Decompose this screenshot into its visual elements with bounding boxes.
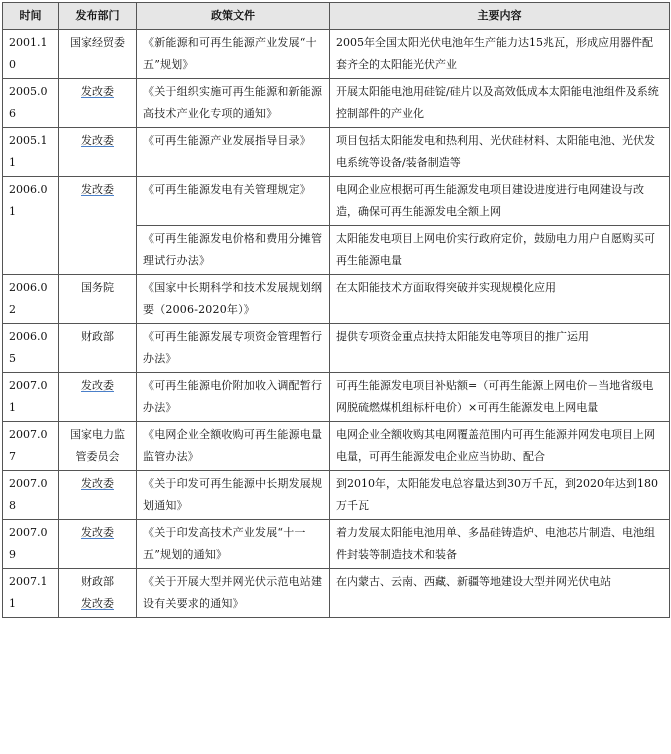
dept-text: 财政部 bbox=[81, 575, 114, 588]
dept-link[interactable]: 发改委 bbox=[81, 526, 114, 539]
cell-content: 在太阳能技术方面取得突破并实现规模化应用 bbox=[330, 275, 670, 324]
cell-doc: 《关于组织实施可再生能源和新能源高技术产业化专项的通知》 bbox=[137, 79, 330, 128]
cell-content: 电网企业全额收购其电网覆盖范围内可再生能源并网发电项目上网电量，可再生能源发电企业应当协助、配合 bbox=[330, 422, 670, 471]
table-row bbox=[3, 373, 670, 422]
cell-time: 2006.01 bbox=[3, 177, 59, 275]
cell-content: 2005年全国太阳光伏电池年生产能力达15兆瓦，形成应用器件配套齐全的太阳能光伏产业 bbox=[330, 30, 670, 79]
policy-table bbox=[2, 2, 670, 618]
cell-time: 2006.05 bbox=[3, 324, 59, 373]
cell-time: 2006.02 bbox=[3, 275, 59, 324]
cell-content: 在内蒙古、云南、西藏、新疆等地建设大型并网光伏电站 bbox=[330, 569, 670, 618]
cell-dept: 国务院 bbox=[59, 275, 137, 324]
cell-dept bbox=[59, 79, 137, 128]
dept-link[interactable]: 发改委 bbox=[81, 477, 114, 490]
table-row bbox=[3, 177, 670, 226]
cell-dept: 国家电力监管委员会 bbox=[59, 422, 137, 471]
cell-content: 可再生能源发电项目补贴额=（可再生能源上网电价－当地省级电网脱硫燃煤机组标杆电价）×可再生能源发电上网电量 bbox=[330, 373, 670, 422]
table-row bbox=[3, 275, 670, 324]
cell-dept bbox=[59, 471, 137, 520]
cell-doc: 《关于印发可再生能源中长期发展规划通知》 bbox=[137, 471, 330, 520]
dept-link[interactable]: 发改委 bbox=[81, 597, 114, 610]
cell-content: 开展太阳能电池用硅锭/硅片以及高效低成本太阳能电池组件及系统控制部件的产业化 bbox=[330, 79, 670, 128]
cell-doc: 《关于开展大型并网光伏示范电站建设有关要求的通知》 bbox=[137, 569, 330, 618]
cell-dept bbox=[59, 520, 137, 569]
table-row bbox=[3, 520, 670, 569]
header-doc: 政策文件 bbox=[137, 3, 330, 30]
cell-doc: 《可再生能源发展专项资金管理暂行办法》 bbox=[137, 324, 330, 373]
cell-time: 2001.10 bbox=[3, 30, 59, 79]
cell-content: 提供专项资金重点扶持太阳能发电等项目的推广运用 bbox=[330, 324, 670, 373]
table-row bbox=[3, 569, 670, 618]
cell-time: 2005.11 bbox=[3, 128, 59, 177]
table-row bbox=[3, 422, 670, 471]
cell-time: 2007.09 bbox=[3, 520, 59, 569]
cell-doc: 《电网企业全额收购可再生能源电量监管办法》 bbox=[137, 422, 330, 471]
cell-dept bbox=[59, 177, 137, 275]
cell-content: 电网企业应根据可再生能源发电项目建设进度进行电网建设与改造，确保可再生能源发电全额上网 bbox=[330, 177, 670, 226]
cell-content: 项目包括太阳能发电和热利用、光伏硅材料、太阳能电池、光伏发电系统等设备/装备制造等 bbox=[330, 128, 670, 177]
table-row bbox=[3, 30, 670, 79]
table-row bbox=[3, 324, 670, 373]
cell-doc: 《国家中长期科学和技术发展规划纲要（2006-2020年）》 bbox=[137, 275, 330, 324]
table-header-row bbox=[3, 3, 670, 30]
table-row bbox=[3, 79, 670, 128]
dept-link[interactable]: 发改委 bbox=[81, 379, 114, 392]
header-content: 主要内容 bbox=[330, 3, 670, 30]
cell-doc: 《可再生能源电价附加收入调配暂行办法》 bbox=[137, 373, 330, 422]
cell-dept bbox=[59, 569, 137, 618]
cell-dept: 财政部 bbox=[59, 324, 137, 373]
header-time: 时间 bbox=[3, 3, 59, 30]
cell-content: 太阳能发电项目上网电价实行政府定价，鼓励电力用户自愿购买可再生能源电量 bbox=[330, 226, 670, 275]
cell-time: 2007.01 bbox=[3, 373, 59, 422]
cell-time: 2007.07 bbox=[3, 422, 59, 471]
cell-doc: 《可再生能源发电有关管理规定》 bbox=[137, 177, 330, 226]
table-row bbox=[3, 471, 670, 520]
dept-link[interactable]: 发改委 bbox=[81, 134, 114, 147]
cell-time: 2007.08 bbox=[3, 471, 59, 520]
cell-dept bbox=[59, 373, 137, 422]
table-row bbox=[3, 128, 670, 177]
cell-dept: 国家经贸委 bbox=[59, 30, 137, 79]
cell-doc: 《可再生能源发电价格和费用分摊管理试行办法》 bbox=[137, 226, 330, 275]
cell-dept bbox=[59, 128, 137, 177]
cell-doc: 《可再生能源产业发展指导目录》 bbox=[137, 128, 330, 177]
cell-doc: 《关于印发高技术产业发展“十一五”规划的通知》 bbox=[137, 520, 330, 569]
cell-content: 着力发展太阳能电池用单、多晶硅铸造炉、电池芯片制造、电池组件封装等制造技术和装备 bbox=[330, 520, 670, 569]
header-dept: 发布部门 bbox=[59, 3, 137, 30]
cell-time: 2005.06 bbox=[3, 79, 59, 128]
dept-link[interactable]: 发改委 bbox=[81, 85, 114, 98]
cell-content: 到2010年，太阳能发电总容量达到30万千瓦，到2020年达到180万千瓦 bbox=[330, 471, 670, 520]
cell-doc: 《新能源和可再生能源产业发展“十五”规划》 bbox=[137, 30, 330, 79]
cell-time: 2007.11 bbox=[3, 569, 59, 618]
dept-link[interactable]: 发改委 bbox=[81, 183, 114, 196]
